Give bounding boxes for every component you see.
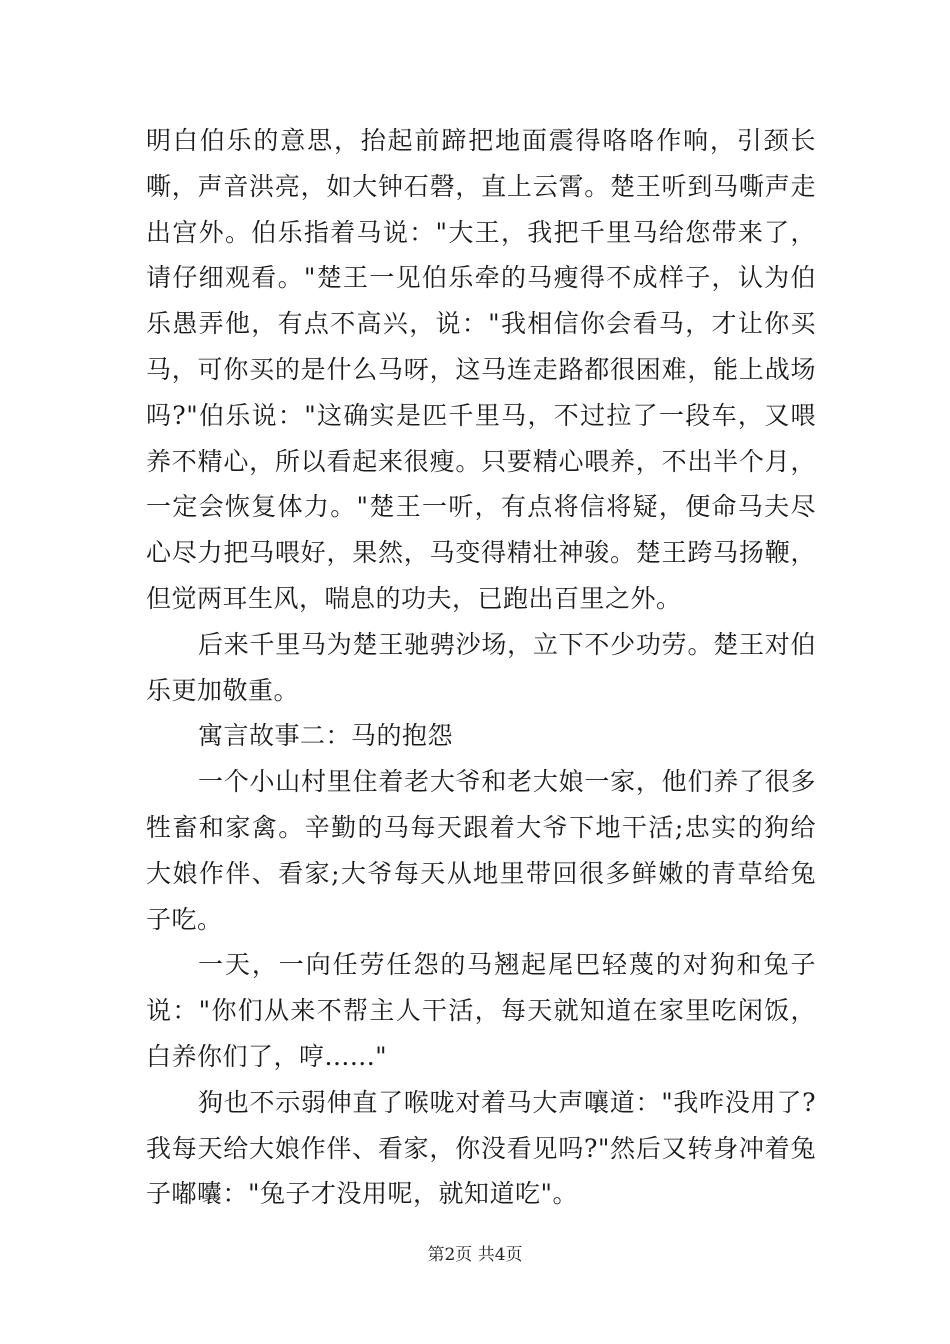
page-number-footer: 第2页 共4页 [427,1245,523,1265]
paragraph-village-family: 一个小山村里住着老大爷和老大娘一家，他们养了很多牲畜和家禽。辛勤的马每天跟着大爷下地干活;忠实的狗给大娘作伴、看家;大爷每天从地里带回很多鲜嫩的青草给兔子吃。 [146,767,816,934]
document-body [146,118,816,1217]
paragraph-horse-complaint: 一天，一向任劳任怨的马翘起尾巴轻蔑的对狗和兔子说："你们从来不帮主人干活，每天就知道在家里吃闲饭，白养你们了，哼......" [146,950,816,1071]
paragraph-story-ending: 后来千里马为楚王驰骋沙场，立下不少功劳。楚王对伯乐更加敬重。 [146,629,816,705]
paragraph-story-continuation: 明白伯乐的意思，抬起前蹄把地面震得咯咯作响，引颈长嘶，声音洪亮，如大钟石磬，直上云霄。楚王听到马嘶声走出宫外。伯乐指着马说："大王，我把千里马给您带来了，请仔细观看。"楚王一见伯乐牵的马瘦得不成样子，认为伯乐愚弄他，有点不高兴，说："我相信你会看马，才让你买马，可你买的是什么马呀，这马连走路都很困难，能上战场吗?"伯乐说："这确实是匹千里马，不过拉了一段车，又喂养不精心，所以看起来很瘦。只要精心喂养，不出半个月，一定会恢复体力。"楚王一听，有点将信将疑，便命马夫尽心尽力把马喂好，果然，马变得精壮神骏。楚王跨马扬鞭，但觉两耳生风，喘息的功夫，已跑出百里之外。 [146,126,816,613]
section-heading-story-two: 寓言故事二：马的抱怨 [198,721,454,751]
paragraph-dog-reply: 狗也不示弱伸直了喉咙对着马大声嚷道："我咋没用了?我每天给大娘作伴、看家，你没看见吗?"然后又转身冲着兔子嘟囔："兔子才没用呢，就知道吃"。 [146,1087,816,1209]
